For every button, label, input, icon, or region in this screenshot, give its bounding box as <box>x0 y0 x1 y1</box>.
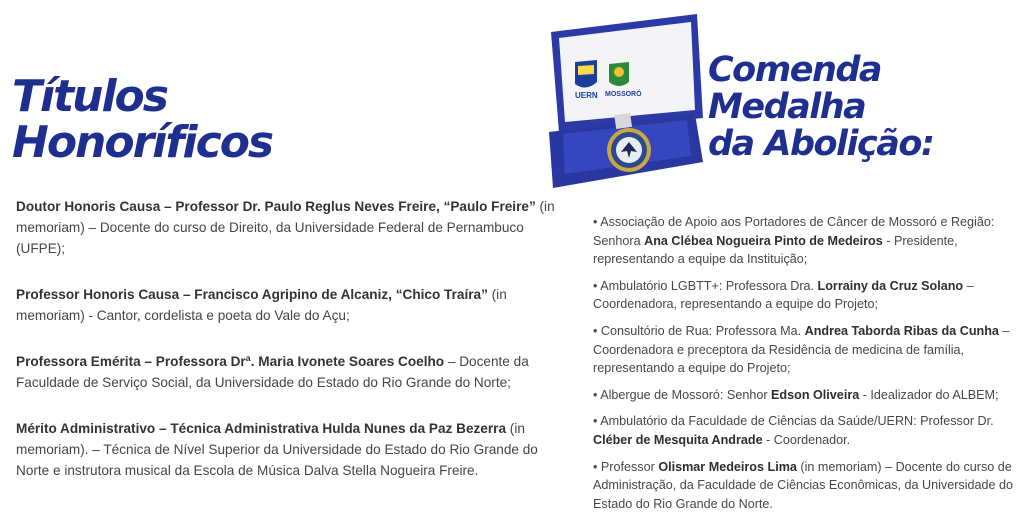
list-item: • Consultório de Rua: Professora Ma. Andrea Taborda Ribas da Cunha – Coordenadora e preceptora da Residência de medicina de família, representando a equipe do Projeto; <box>593 323 1010 376</box>
title-line-1: Títulos <box>12 71 167 122</box>
entry-description: (in memoriam). – Técnica de Nível Superior da Universidade do Estado do Rio Grande do Norte e instrutora musical da Escola de Música Dalva Stella Nogueira Freire. <box>16 421 538 478</box>
heading-line-3: da Abolição: <box>708 124 934 164</box>
recipient-name: Lorrainy da Cruz Solano <box>817 278 964 293</box>
page-title <box>12 71 273 168</box>
medal-case-image <box>545 10 705 200</box>
list-item: • Ambulatório LGBTT+: Professora Dra. Lorrainy da Cruz Solano – Coordenadora, representando a equipe do Projeto; <box>593 278 974 312</box>
title-entry <box>16 284 566 326</box>
recipient-name: Edson Oliveira <box>771 387 860 402</box>
heading-line-2: Medalha <box>708 87 866 127</box>
title-entry <box>16 196 566 259</box>
entry-name: Doutor Honoris Causa – Professor Dr. Paulo Reglus Neves Freire, “Paulo Freire” <box>16 199 536 214</box>
entry-description: – Docente da Faculdade de Serviço Social, da Universidade do Estado do Rio Grande do Norte; <box>16 354 529 390</box>
title-line-2: Honoríficos <box>12 117 273 168</box>
entry-name: Mérito Administrativo – Técnica Administrativa Hulda Nunes da Paz Bezerra <box>16 421 507 436</box>
medal-heading <box>708 52 933 163</box>
medal-icon <box>607 128 651 172</box>
entry-name: Professor Honoris Causa – Francisco Agripino de Alcaniz, “Chico Traíra” <box>16 287 488 302</box>
medal-recipients-list <box>593 213 1023 520</box>
svg-text:UERN: UERN <box>575 91 598 100</box>
list-item: • Albergue de Mossoró: Senhor Edson Oliveira - Idealizador do ALBEM; <box>593 387 999 402</box>
entry-description: (in memoriam) - Cantor, cordelista e poeta do Vale do Açu; <box>16 287 507 323</box>
list-item: • Ambulatório da Faculdade de Ciências da Saúde/UERN: Professor Dr. Cléber de Mesquita Andrade - Coordenador. <box>593 414 994 447</box>
list-item: • Associação de Apoio aos Portadores de Câncer de Mossoró e Região: Senhora Ana Clébea Nogueira Pinto de Medeiros - Presidente, representando a equipe da Instituição; <box>593 215 995 267</box>
recipient-name: Andrea Taborda Ribas da Cunha <box>804 323 999 338</box>
recipient-name: Olismar Medeiros Lima <box>658 459 797 474</box>
entry-name: Professora Emérita – Professora Drª. Maria Ivonete Soares Coelho <box>16 354 445 369</box>
uern-logo-icon <box>575 60 598 100</box>
recipient-name: Cléber de Mesquita Andrade <box>593 432 763 447</box>
heading-line-1: Comenda <box>708 50 882 90</box>
entry-description: (in memoriam) – Docente do curso de Direito, da Universidade Federal de Pernambuco (UFPE); <box>16 199 555 256</box>
recipient-name: Ana Clébea Nogueira Pinto de Medeiros <box>644 233 883 248</box>
list-item: • Professor Olismar Medeiros Lima (in memoriam) – Docente do curso de Administração, da Faculdade de Ciências Econômicas, da Universidade do Estado do Rio Grande do Norte. <box>593 459 1014 511</box>
honorary-titles-list <box>16 196 566 506</box>
svg-text:MOSSORÓ: MOSSORÓ <box>605 91 642 98</box>
medal-case-illustration <box>545 10 705 200</box>
title-entry <box>16 418 566 481</box>
title-entry <box>16 351 566 393</box>
